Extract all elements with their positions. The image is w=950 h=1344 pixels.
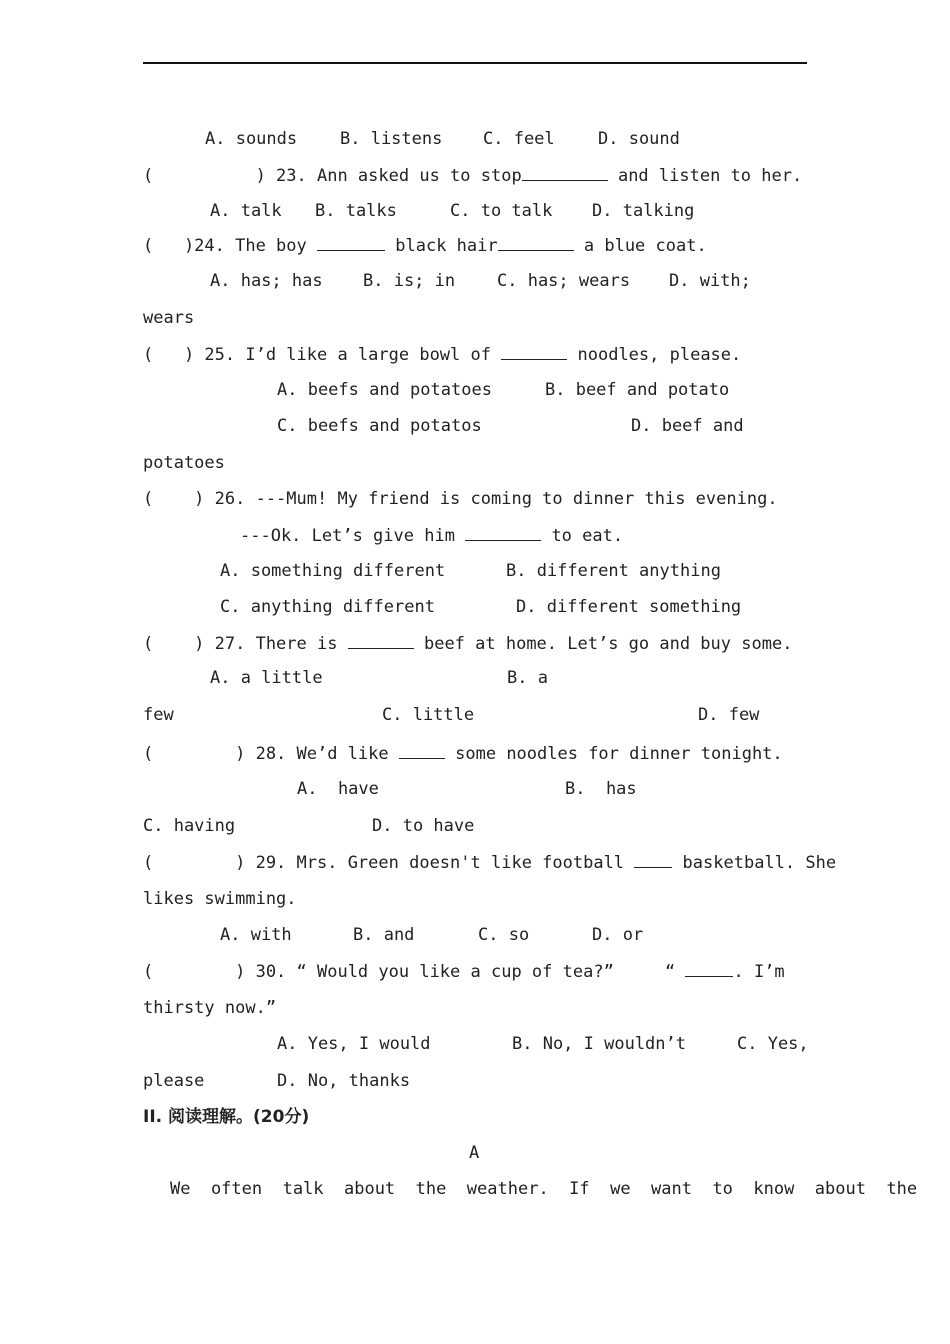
q24-option-d: D. with; bbox=[669, 271, 751, 291]
header-rule bbox=[143, 62, 807, 64]
q27-option-c: C. little bbox=[382, 705, 475, 725]
answer-blank[interactable] bbox=[465, 524, 541, 541]
answer-blank[interactable] bbox=[685, 960, 733, 977]
q26-question: ( ) 26. ---Mum! My friend is coming to dinner this evening. bbox=[143, 489, 778, 509]
q30-question: ( ) 30. “ Would you like a cup of tea?” “ . I’m bbox=[143, 962, 785, 982]
q27-option-d: D. few bbox=[698, 705, 760, 725]
q26-question-line2: ---Ok. Let’s give him to eat. bbox=[240, 526, 624, 546]
q27-question: ( ) 27. There is beef at home. Let’s go and buy some. bbox=[143, 634, 793, 654]
q24-option-d-cont: wears bbox=[143, 308, 195, 328]
q30-option-c-cont: please bbox=[143, 1071, 205, 1091]
q26-option-b: B. different anything bbox=[506, 561, 721, 581]
q26-option-a: A. something different bbox=[220, 561, 446, 581]
q30-option-d: D. No, thanks bbox=[277, 1071, 411, 1091]
section-title: II. 阅读理解。(20分) bbox=[143, 1107, 310, 1127]
q29-option-b: B. and bbox=[353, 925, 415, 945]
passage-first-line: We often talk about the weather. If we want to know about the bbox=[170, 1179, 918, 1199]
q30-question-line2: thirsty now.” bbox=[143, 998, 277, 1018]
q22-option-d: D. sound bbox=[598, 129, 680, 149]
q28-option-a: A. have bbox=[297, 779, 379, 799]
answer-blank[interactable] bbox=[522, 164, 608, 181]
q25-option-c: C. beefs and potatos bbox=[277, 416, 482, 436]
q25-question: ( ) 25. I’d like a large bowl of noodles, please. bbox=[143, 345, 742, 365]
q29-question-line2: likes swimming. bbox=[143, 889, 297, 909]
q26-option-c: C. anything different bbox=[220, 597, 435, 617]
q29-option-d: D. or bbox=[592, 925, 644, 945]
passage-label: A bbox=[469, 1143, 480, 1163]
q24-question: ( )24. The boy black hair a blue coat. bbox=[143, 236, 707, 256]
q23-question: ( ) 23. Ann asked us to stop and listen to her. bbox=[143, 166, 803, 186]
q25-option-d-cont: potatoes bbox=[143, 453, 225, 473]
q24-option-b: B. is; in bbox=[363, 271, 456, 291]
q28-option-c: C. having bbox=[143, 816, 236, 836]
q24-option-a: A. has; has bbox=[210, 271, 323, 291]
answer-blank[interactable] bbox=[498, 234, 574, 251]
q22-option-b: B. listens bbox=[340, 129, 443, 149]
answer-blank[interactable] bbox=[501, 343, 567, 360]
q24-option-c: C. has; wears bbox=[497, 271, 631, 291]
q27-option-a: A. a little bbox=[210, 668, 323, 688]
q23-option-a: A. talk bbox=[210, 201, 282, 221]
q27-option-b-cont: few bbox=[143, 705, 174, 725]
answer-blank[interactable] bbox=[317, 234, 385, 251]
q30-option-a: A. Yes, I would bbox=[277, 1034, 431, 1054]
q22-option-a: A. sounds bbox=[205, 129, 298, 149]
q23-option-b: B. talks bbox=[315, 201, 397, 221]
q30-option-b: B. No, I wouldn’t bbox=[512, 1034, 686, 1054]
q28-option-b: B. has bbox=[565, 779, 637, 799]
q22-option-c: C. feel bbox=[483, 129, 555, 149]
answer-blank[interactable] bbox=[399, 742, 445, 759]
q23-option-c: C. to talk bbox=[450, 201, 553, 221]
q26-option-d: D. different something bbox=[516, 597, 742, 617]
q25-option-b: B. beef and potato bbox=[545, 380, 730, 400]
answer-blank[interactable] bbox=[634, 851, 672, 868]
q29-option-c: C. so bbox=[478, 925, 530, 945]
q25-option-a: A. beefs and potatoes bbox=[277, 380, 492, 400]
q28-option-d: D. to have bbox=[372, 816, 475, 836]
q30-option-c: C. Yes, bbox=[737, 1034, 809, 1054]
answer-blank[interactable] bbox=[348, 632, 414, 649]
q23-option-d: D. talking bbox=[592, 201, 695, 221]
q25-option-d: D. beef and bbox=[631, 416, 744, 436]
q29-option-a: A. with bbox=[220, 925, 292, 945]
q29-question: ( ) 29. Mrs. Green doesn't like football basketball. She bbox=[143, 853, 837, 873]
q28-question: ( ) 28. We’d like some noodles for dinner tonight. bbox=[143, 744, 783, 764]
q27-option-b: B. a bbox=[507, 668, 548, 688]
